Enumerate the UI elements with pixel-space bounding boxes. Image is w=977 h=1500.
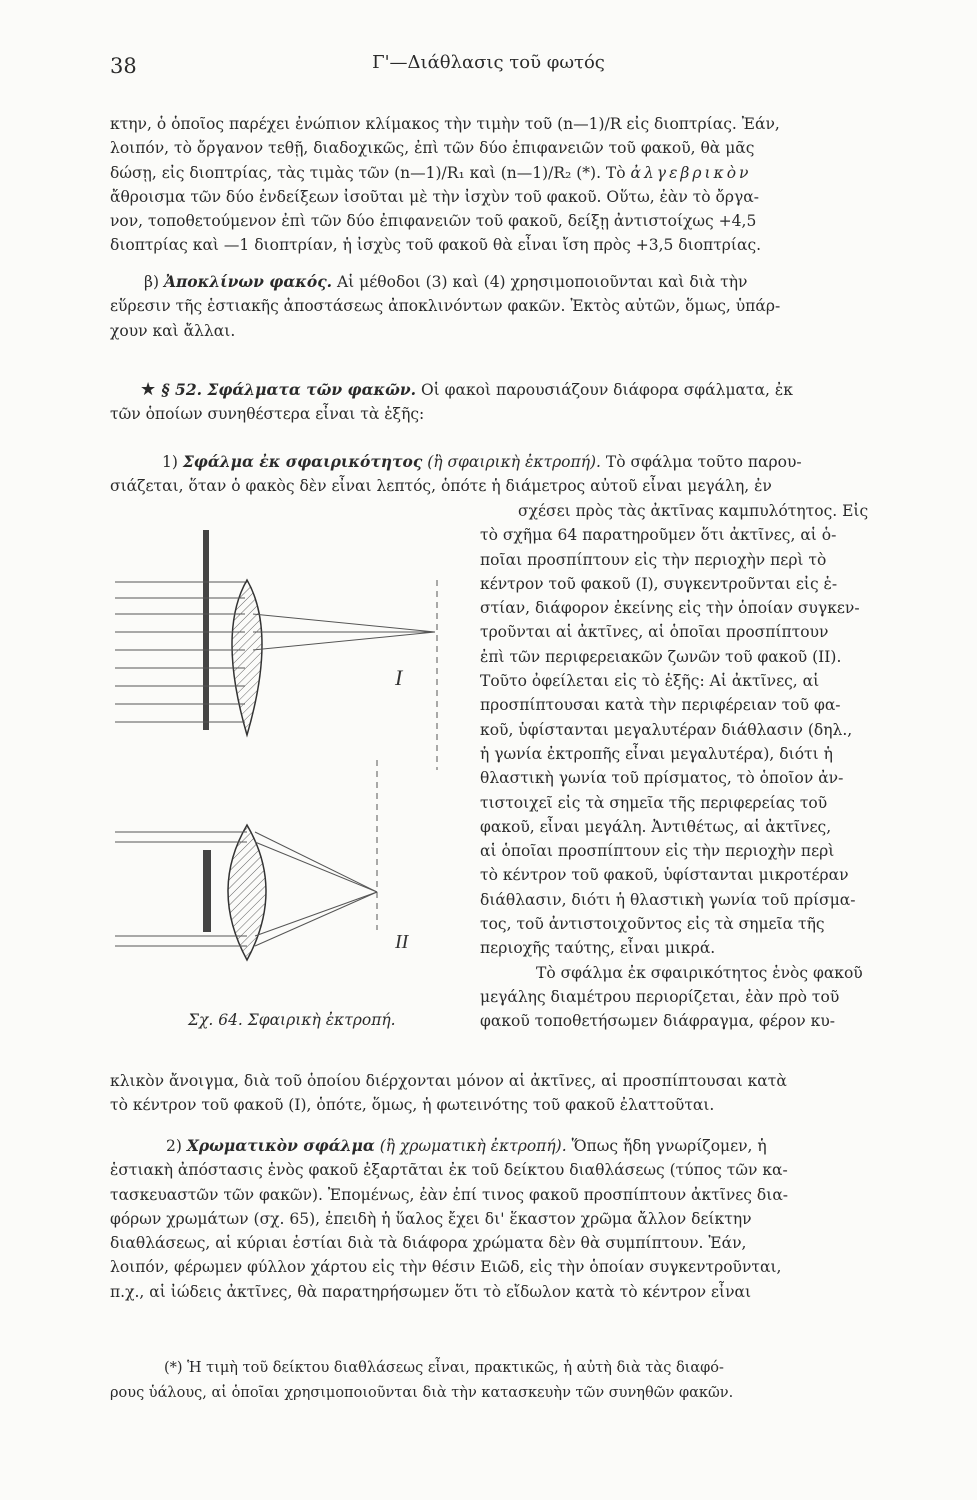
text-line: Τὸ σφάλμα ἐκ σφαιρικότητος ἑνὸς φακοῦ bbox=[536, 963, 863, 982]
text-line: Τοῦτο ὀφείλεται εἰς τὸ ἑξῆς: Αἱ ἀκτῖνες, αἱ bbox=[480, 672, 820, 691]
text-line: κέντρον τοῦ φακοῦ (I), συγκεντροῦνται εἰς ἑ- bbox=[480, 574, 838, 593]
beta-label: β) bbox=[144, 273, 164, 291]
item-subtitle: (ἢ χρωματικὴ ἐκτροπή). bbox=[374, 1137, 567, 1155]
text-line: κοῦ, ὑφίστανται μεγαλυτέραν διάθλασιν (δηλ., bbox=[480, 720, 853, 739]
text-line: τῶν ὁποίων συνηθέστερα εἶναι τὰ ἑξῆς: bbox=[110, 405, 425, 424]
text-line: ποῖαι προσπίπτουν εἰς τὴν περιοχὴν περὶ τὸ bbox=[480, 550, 827, 569]
text-line bbox=[110, 161, 916, 185]
beta-title: Ἀποκλίνων φακός. bbox=[163, 272, 333, 291]
item-2-paragraph bbox=[110, 1134, 916, 1304]
item-1-continuation bbox=[110, 1069, 916, 1118]
text-line: ἡ γωνία ἐκτροπῆς εἶναι μεγαλυτέρα), διότι ἡ bbox=[480, 744, 833, 763]
text-run: δώσῃ, εἰς διοπτρίας, τὰς τιμὰς τῶν (n—1)/R₁ καὶ (n—1)/R₂ (*). Τὸ bbox=[110, 163, 631, 182]
text-line: νον, τοποθετούμενον ἐπὶ τῶν δύο ἐπιφανειῶν τοῦ φακοῦ, δείξῃ ἀντιστοίχως +4,5 bbox=[110, 212, 757, 231]
label-ii: II bbox=[395, 931, 409, 953]
text-line bbox=[110, 450, 916, 474]
refracted-rays-i bbox=[253, 614, 435, 650]
text-line: διάθλασιν, διότι ἡ θλαστικὴ γωνία τοῦ πρίσμα- bbox=[480, 890, 856, 909]
text-line: ἐπὶ τῶν περιφερειακῶν ζωνῶν τοῦ φακοῦ (II). bbox=[480, 647, 842, 666]
item-1-column bbox=[480, 499, 916, 1034]
item-title: Χρωματικὸν σφάλμα bbox=[186, 1136, 375, 1155]
incident-rays-ii bbox=[115, 832, 247, 946]
text-line: θλαστικὴ γωνία τοῦ πρίσματος, τὸ ὁποῖον ἀν- bbox=[480, 769, 844, 788]
figure-64-spherical-aberration bbox=[105, 520, 465, 1000]
text-line: τροῦνται αἱ ἀκτῖνες, αἱ ὁποῖαι προσπίπτουν bbox=[480, 623, 829, 642]
text-line: τασκευαστῶν τῶν φακῶν). Ἐπομένως, ἐὰν ἐπί τινος φακοῦ προσπίπτουν ἀκτῖνες δια- bbox=[110, 1185, 789, 1204]
incident-rays-i bbox=[115, 582, 245, 722]
figure-part-ii bbox=[115, 760, 410, 960]
item-1-intro bbox=[110, 450, 916, 499]
text-run: Αἱ μέθοδοι (3) καὶ (4) χρησιμοποιοῦνται καὶ διὰ τὴν bbox=[332, 273, 748, 291]
text-line: π.χ., αἱ ἰώδεις ἀκτῖνες, θὰ παρατηρήσωμεν ὅτι τὸ εἴδωλον κατὰ τὸ κέντρον εἶναι bbox=[110, 1282, 752, 1301]
text-line: προσπίπτουσαι κατὰ τὴν περιφέρειαν τοῦ φα- bbox=[480, 696, 841, 715]
text-line: τος, τοῦ ἀντιστοιχοῦντος εἰς τὰ σημεῖα τῆς bbox=[480, 915, 825, 934]
text-run: Οἱ φακοὶ παρουσιάζουν διάφορα σφάλματα, ἐκ bbox=[416, 381, 793, 399]
refracted-rays-ii bbox=[255, 832, 377, 946]
text-line: λοιπόν, τὸ ὄργανον τεθῇ, διαδοχικῶς, ἐπὶ τῶν δύο ἐπιφανειῶν τοῦ φακοῦ, θὰ μᾶς bbox=[110, 139, 755, 158]
text-run: Τὸ σφάλμα τοῦτο παρου- bbox=[600, 453, 802, 471]
text-run: Ὅπως ἤδη γνωρίζομεν, ἡ bbox=[566, 1137, 767, 1155]
section-52 bbox=[110, 378, 916, 427]
text-line: ἄθροισμα τῶν δύο ἐνδείξεων ἰσοῦται μὲ τὴν ἰσχὺν τοῦ φακοῦ. Οὕτω, ἐὰν τὸ ὄργα- bbox=[110, 187, 759, 206]
text-line: φακοῦ τοποθετήσωμεν διάφραγμα, φέρον κυ- bbox=[480, 1012, 836, 1031]
intro-paragraph bbox=[110, 112, 916, 258]
text-line bbox=[110, 1134, 916, 1158]
star-icon: ★ bbox=[140, 379, 157, 400]
figure-part-i bbox=[115, 530, 437, 770]
label-i: I bbox=[395, 665, 403, 690]
item-subtitle: (ἢ σφαιρικὴ ἐκτροπή). bbox=[422, 453, 601, 471]
text-line: λοιπόν, φέρωμεν φύλλον χάρτου εἰς τὴν θέσιν Eιῶδ, εἰς τὴν ὁποίαν συγκεντροῦνται, bbox=[110, 1258, 782, 1277]
text-line: διοπτρίας καὶ —1 διοπτρίαν, ἡ ἰσχὺς τοῦ φακοῦ θὰ εἶναι ἴση πρὸς +3,5 διοπτρίας. bbox=[110, 236, 762, 255]
text-line: κτην, ὁ ὁποῖος παρέχει ἐνώπιον κλίμακος τὴν τιμὴν τοῦ (n—1)/R εἰς διοπτρίας. Ἐάν, bbox=[110, 115, 780, 133]
text-line: ἑστιακὴ ἀπόστασις ἑνὸς φακοῦ ἐξαρτᾶται ἐκ τοῦ δείκτου διαθλάσεως (τύπος τῶν κα- bbox=[110, 1161, 788, 1180]
item-number: 2) bbox=[166, 1137, 187, 1155]
text-line: τὸ σχῆμα 64 παρατηροῦμεν ὅτι ἀκτῖνες, αἱ ὁ- bbox=[480, 526, 837, 545]
item-title: Σφάλμα ἐκ σφαιρικότητος bbox=[182, 452, 423, 471]
diaphragm bbox=[203, 530, 209, 730]
text-line: τὸ κέντρον τοῦ φακοῦ (I), ὁπότε, ὅμως, ἡ φωτεινότης τοῦ φακοῦ ἐλαττοῦται. bbox=[110, 1096, 715, 1115]
text-line bbox=[110, 378, 916, 402]
page-number: 38 bbox=[110, 54, 137, 78]
emphasis-text: ἀλγεβρικὸν bbox=[630, 163, 752, 182]
figure-caption: Σχ. 64. Σφαιρικὴ ἐκτροπή. bbox=[188, 1011, 396, 1029]
text-line: χουν καὶ ἄλλαι. bbox=[110, 321, 236, 340]
text-line: περιοχῆς ταύτης, εἶναι μικρά. bbox=[480, 939, 716, 958]
text-line: στίαν, διάφορον ἐκείνης εἰς τὴν ὁποίαν συγκεν- bbox=[480, 599, 860, 618]
text-line: αἱ ὁποῖαι προσπίπτουν εἰς τὴν περιοχὴν περὶ bbox=[480, 842, 835, 861]
text-line: φακοῦ, εἶναι μεγάλη. Ἀντιθέτως, αἱ ἀκτῖνες, bbox=[480, 817, 832, 836]
text-line: τιστοιχεῖ εἰς τὰ σημεῖα τῆς περιφερείας τοῦ bbox=[480, 793, 828, 812]
text-line: μεγάλης διαμέτρου περιορίζεται, ἐὰν πρὸ τοῦ bbox=[480, 987, 840, 1006]
text-line: τὸ κέντρον τοῦ φακοῦ, ὑφίστανται μικροτέραν bbox=[480, 866, 849, 885]
convex-lens-ii bbox=[228, 825, 266, 960]
text-line: σχέσει πρὸς τὰς ἀκτῖνας καμπυλότητος. Εἰς bbox=[518, 502, 869, 520]
item-number: 1) bbox=[162, 453, 183, 471]
text-line: κλικὸν ἄνοιγμα, διὰ τοῦ ὁποίου διέρχονται μόνον αἱ ἀκτῖνες, αἱ προσπίπτουσαι κατὰ bbox=[110, 1072, 787, 1090]
central-stop bbox=[203, 850, 211, 932]
convex-lens-i bbox=[232, 580, 262, 735]
text-line: φόρων χρωμάτων (σχ. 65), ἐπειδὴ ἡ ὕαλος ἔχει δι' ἕκαστον χρῶμα ἄλλον δείκτην bbox=[110, 1209, 752, 1228]
text-line bbox=[110, 270, 916, 294]
text-line: σιάζεται, ὅταν ὁ φακὸς δὲν εἶναι λεπτός, ὁπότε ἡ διάμετρος αὐτοῦ εἶναι μεγάλη, ἐν bbox=[110, 477, 772, 496]
running-title: Γ'—Διάθλασις τοῦ φωτός bbox=[372, 52, 605, 73]
text-line: διαθλάσεως, αἱ κύριαι ἑστίαι διὰ τὰ διάφορα χρώματα δὲν θὰ συμπίπτουν. Ἐάν, bbox=[110, 1234, 747, 1253]
text-line: ρους ὑάλους, αἱ ὁποῖαι χρησιμοποιοῦνται διὰ τὴν κατασκευὴν τῶν συνηθῶν φακῶν. bbox=[110, 1384, 734, 1401]
text-line: (*) Ἡ τιμὴ τοῦ δείκτου διαθλάσεως εἶναι, πρακτικῶς, ἡ αὐτὴ διὰ τὰς διαφό- bbox=[164, 1360, 724, 1376]
text-line: εὕρεσιν τῆς ἑστιακῆς ἀποστάσεως ἀποκλινόντων φακῶν. Ἐκτὸς αὐτῶν, ὅμως, ὑπάρ- bbox=[110, 297, 781, 316]
footnote bbox=[110, 1356, 916, 1405]
section-heading: § 52. Σφάλματα τῶν φακῶν. bbox=[156, 380, 417, 399]
beta-paragraph bbox=[110, 270, 916, 343]
